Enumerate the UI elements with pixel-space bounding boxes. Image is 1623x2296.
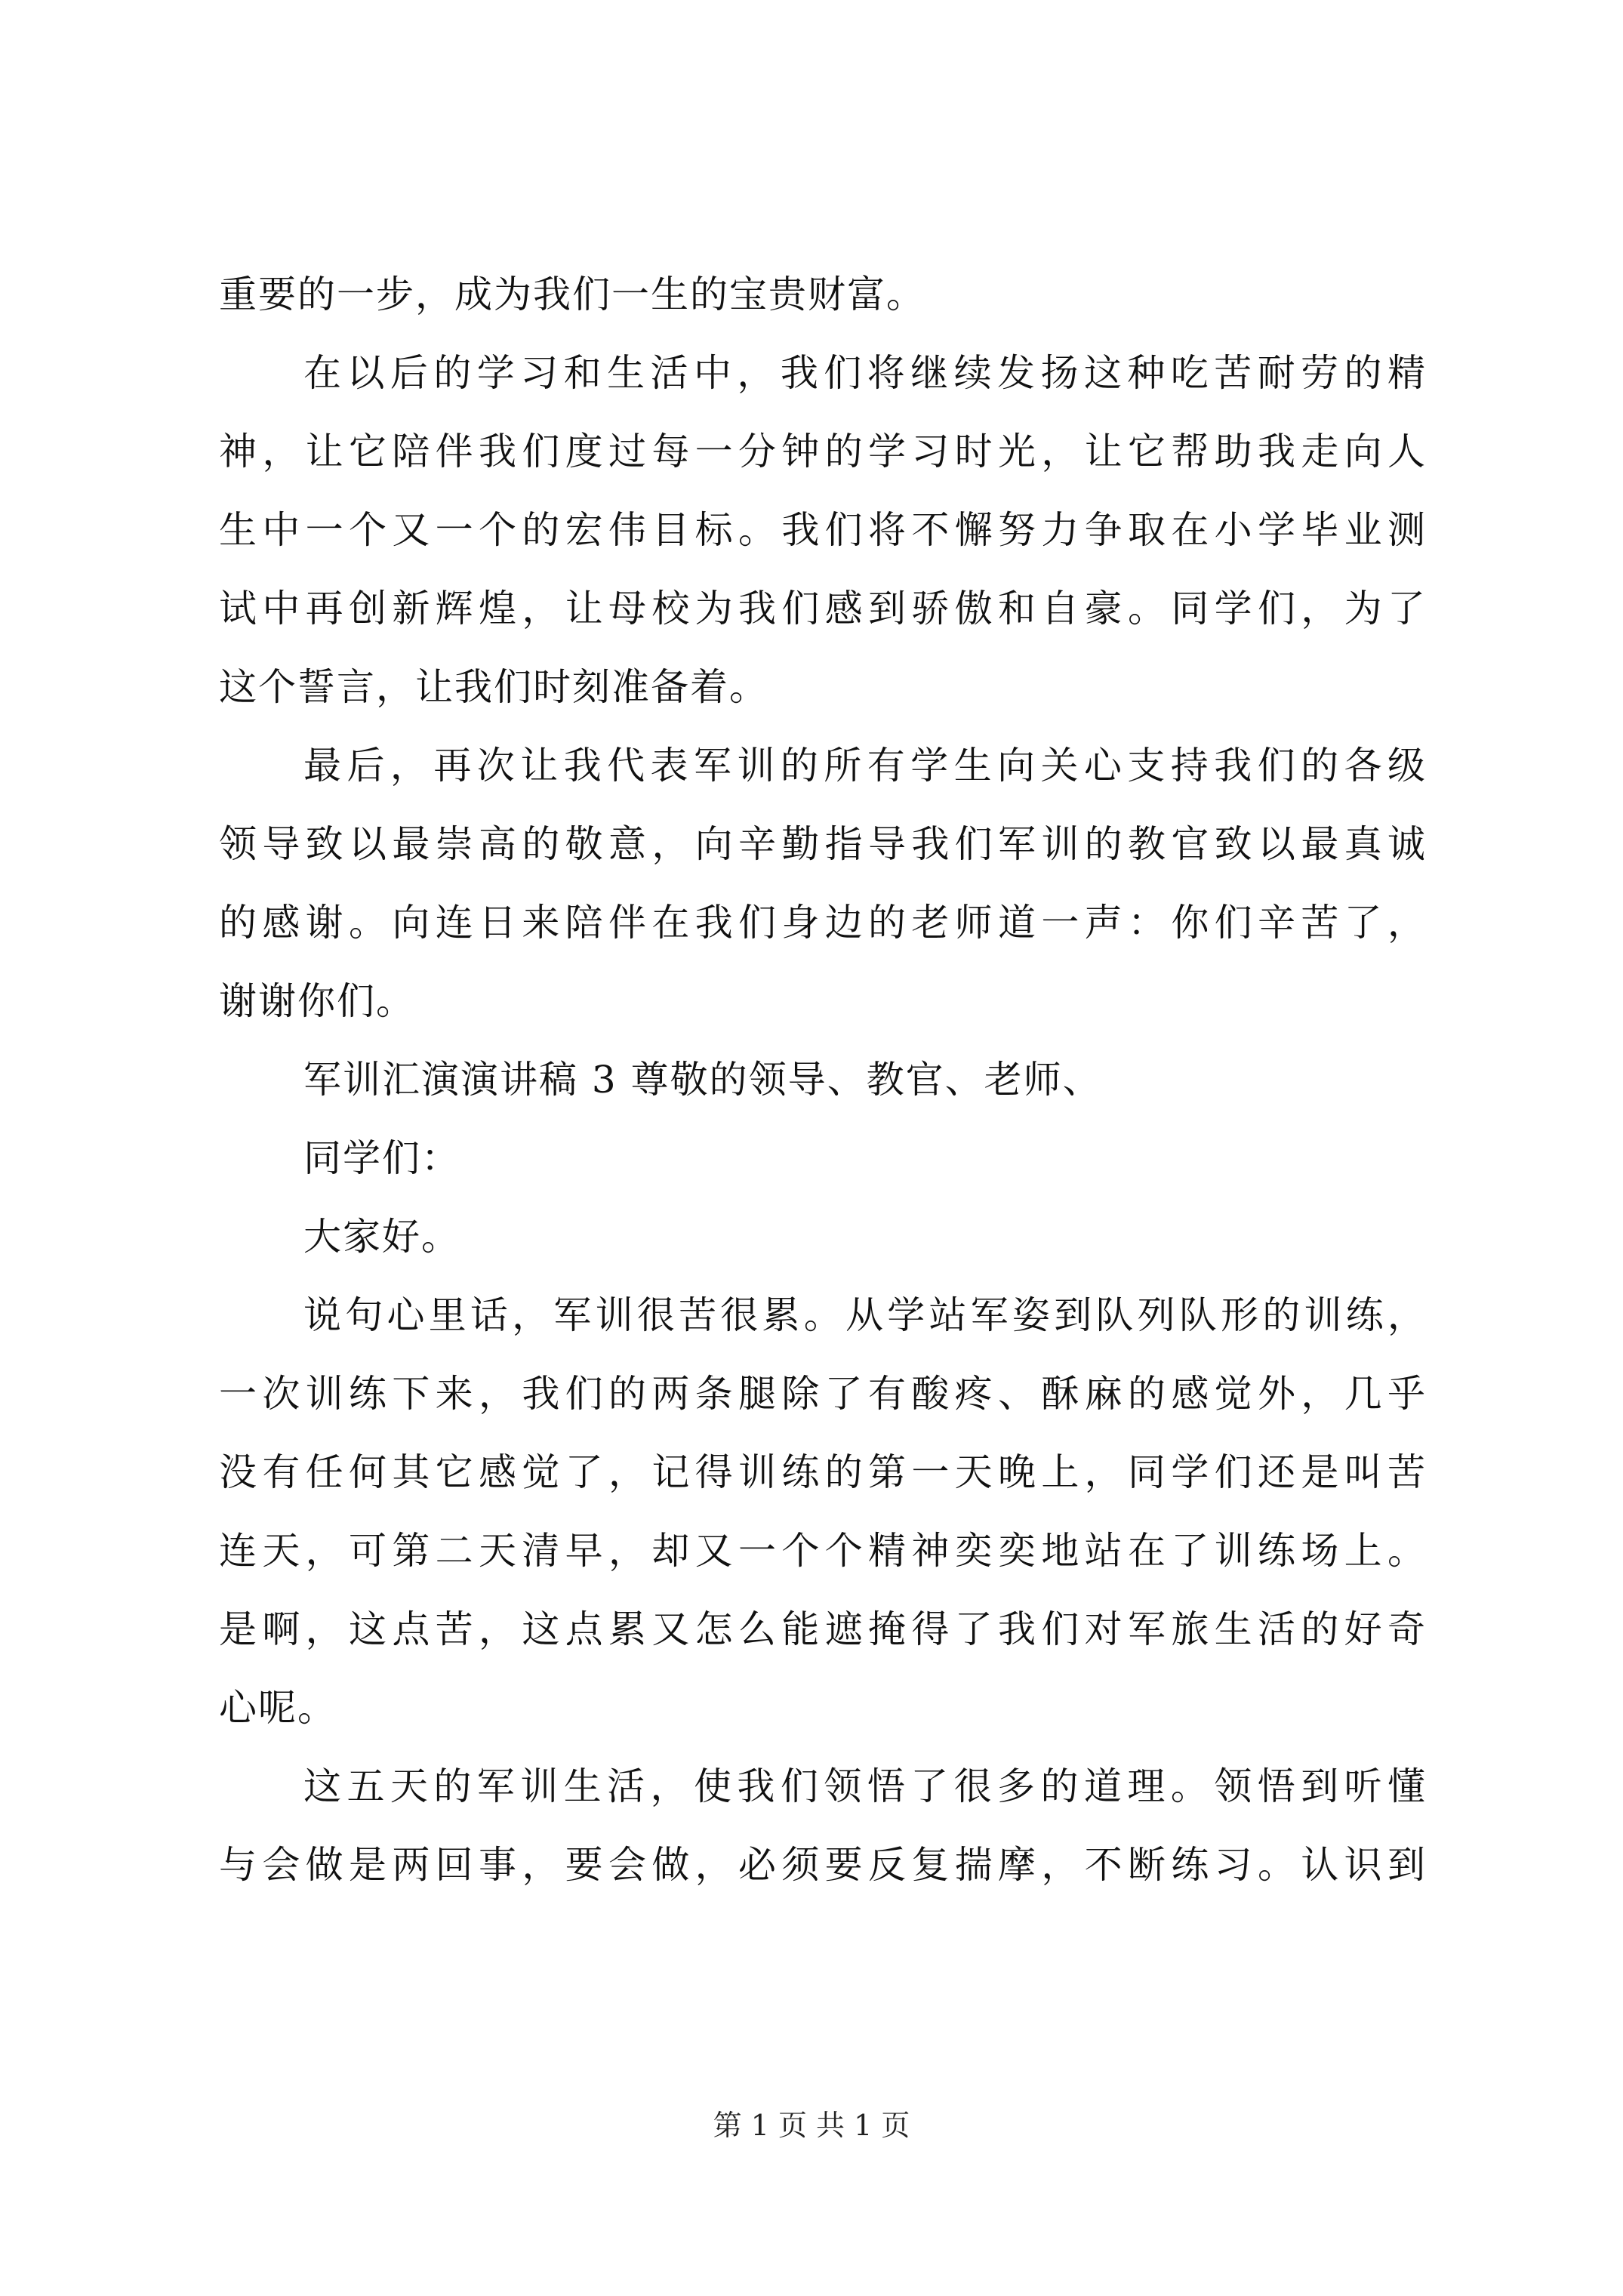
text-line-21: 与会做是两回事，要会做，必须要反复揣摩，不断练习。认识到 <box>219 1843 1427 1887</box>
text-line-10: 谢谢你们。 <box>219 979 415 1023</box>
text-line-9: 的感谢。向连日来陪伴在我们身边的老师道一声：你们辛苦了， <box>219 901 1427 945</box>
document-body <box>219 255 1427 1904</box>
text-line-12: 同学们： <box>303 1136 460 1180</box>
text-line-1: 重要的一步，成为我们一生的宝贵财富。 <box>219 273 925 316</box>
text-line-20: 这五天的军训生活，使我们领悟了很多的道理。领悟到听懂 <box>303 1764 1427 1808</box>
page-footer: 第 1 页 共 1 页 <box>713 2109 910 2142</box>
text-line-19: 心呢。 <box>219 1686 337 1730</box>
text-line-3: 神，让它陪伴我们度过每一分钟的学习时光，让它帮助我走向人 <box>219 430 1427 473</box>
text-line-15: 一次训练下来，我们的两条腿除了有酸疼、酥麻的感觉外，几乎 <box>219 1372 1427 1416</box>
text-line-18: 是啊，这点苦，这点累又怎么能遮掩得了我们对军旅生活的好奇 <box>219 1607 1427 1651</box>
text-line-2: 在以后的学习和生活中，我们将继续发扬这种吃苦耐劳的精 <box>303 351 1427 395</box>
text-line-8: 领导致以最崇高的敬意，向辛勤指导我们军训的教官致以最真诚 <box>219 822 1427 866</box>
text-line-4: 生中一个又一个的宏伟目标。我们将不懈努力争取在小学毕业测 <box>219 508 1427 552</box>
text-line-17: 连天，可第二天清早，却又一个个精神奕奕地站在了训练场上。 <box>219 1529 1427 1573</box>
text-line-6: 这个誓言，让我们时刻准备着。 <box>219 665 768 709</box>
text-line-13: 大家好。 <box>303 1215 460 1259</box>
text-line-14: 说句心里话，军训很苦很累。从学站军姿到队列队形的训练， <box>303 1293 1427 1337</box>
text-line-5: 试中再创新辉煌，让母校为我们感到骄傲和自豪。同学们，为了 <box>219 587 1427 630</box>
text-line-16: 没有任何其它感觉了，记得训练的第一天晚上，同学们还是叫苦 <box>219 1450 1427 1494</box>
text-line-11: 军训汇演演讲稿 3 尊敬的领导、教官、老师、 <box>303 1058 1102 1102</box>
text-line-7: 最后，再次让我代表军训的所有学生向关心支持我们的各级 <box>303 744 1427 787</box>
